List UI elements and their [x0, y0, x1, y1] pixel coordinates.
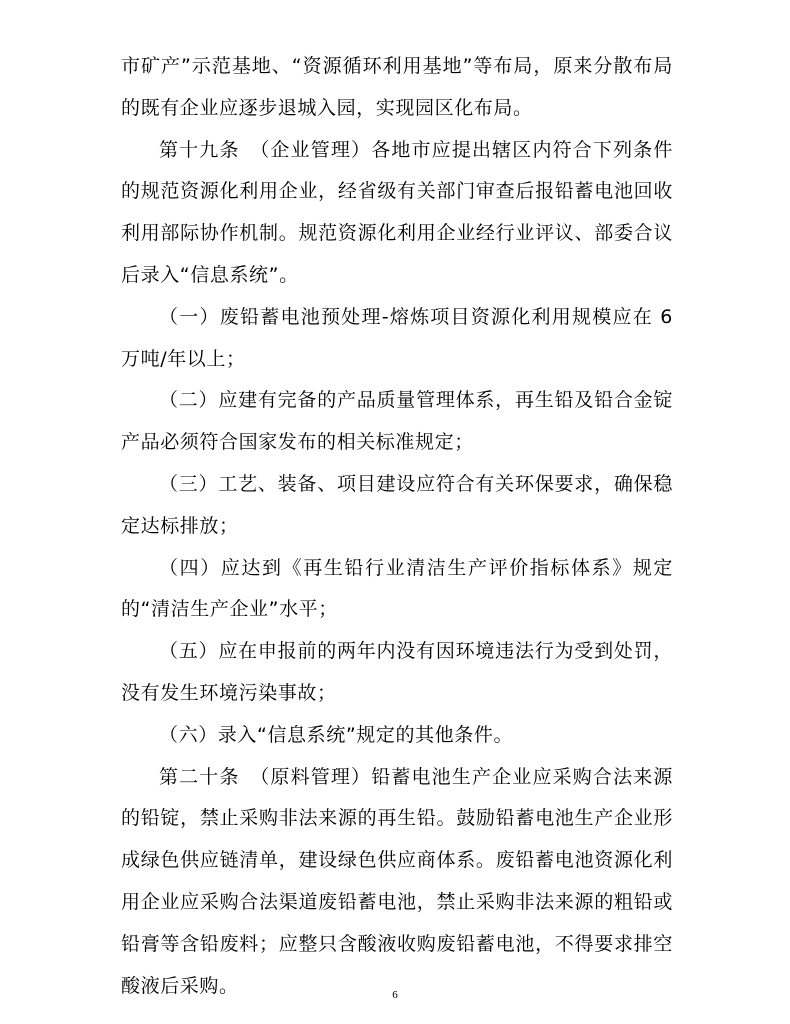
paragraph-item-1: （一）废铅蓄电池预处理-熔炼项目资源化利用规模应在 6 万吨/年以上； [121, 305, 673, 370]
page-number: 6 [392, 989, 398, 1001]
document-body [121, 46, 673, 1007]
paragraph-item-6: （六）录入“信息系统”规定的其他条件。 [159, 723, 514, 746]
paragraph-item-2: （二）应建有完备的产品质量管理体系，再生铅及铅合金锭产品必须符合国家发布的相关标准规定； [121, 389, 673, 454]
paragraph-article-19: 第十九条 （企业管理）各地市应提出辖区内符合下列条件的规范资源化利用企业，经省级有关部门审查后报铅蓄电池回收利用部际协作机制。规范资源化利用企业经行业评议、部委合议后录入“信息系统”。 [121, 138, 673, 286]
paragraph-item-5: （五）应在申报前的两年内没有因环境违法行为受到处罚，没有发生环境污染事故； [121, 640, 673, 704]
paragraph-item-3: （三）工艺、装备、项目建设应符合有关环保要求，确保稳定达标排放； [121, 472, 673, 537]
paragraph-item-4: （四）应达到《再生铅行业清洁生产评价指标体系》规定的“清洁生产企业”水平； [121, 556, 673, 621]
paragraph: 市矿产”示范基地、“资源循环利用基地”等布局，原来分散布局的既有企业应逐步退城入园，实现园区化布局。 [121, 55, 673, 119]
paragraph-article-20: 第二十条 （原料管理）铅蓄电池生产企业应采购合法来源的铅锭，禁止采购非法来源的再生铅。鼓励铅蓄电池生产企业形成绿色供应链清单，建设绿色供应商体系。废铅蓄电池资源化利用企业应采购合法渠道废铅蓄电池，禁止采购非法来源的粗铅或铅膏等含铅废料；应整只含酸液收购废铅蓄电池，不得要求排空酸液后采购。 [121, 765, 673, 997]
